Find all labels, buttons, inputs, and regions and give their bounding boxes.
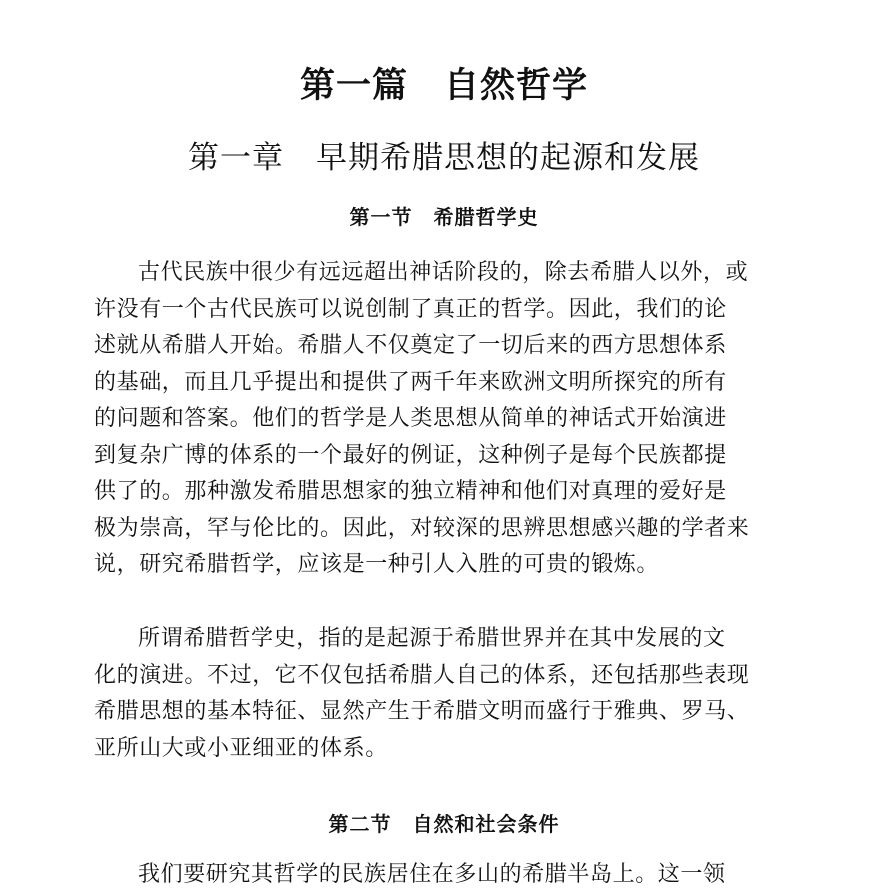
paragraph-line: 极为崇高，罕与伦比的。因此，对较深的思辨思想感兴趣的学者来 (94, 515, 750, 541)
paragraph-line: 所谓希腊哲学史，指的是起源于希腊世界并在其中发展的文 (138, 626, 726, 651)
paragraph-line: 供了的。那种激发希腊思想家的独立精神和他们对真理的爱好是 (94, 479, 727, 504)
paragraph-line: 希腊思想的基本特征、显然产生于希腊文明而盛行于雅典、罗马、 (94, 699, 750, 724)
paragraph-line: 说，研究希腊哲学，应该是一种引人入胜的可贵的锻炼。 (94, 552, 660, 577)
paragraph-line: 亚所山大或小亚细亚的体系。 (94, 735, 388, 761)
paragraph-line: 述就从希腊人开始。希腊人不仅奠定了一切后来的西方思想体系 (94, 333, 727, 358)
paragraph-line: 到复杂广博的体系的一个最好的例证，这种例子是每个民族都提 (94, 442, 727, 468)
paragraph-2 (94, 621, 794, 767)
paragraph-line: 化的演进。不过，它不仅包括希腊人自己的体系，还包括那些表现 (94, 662, 750, 688)
paragraph-line: 许没有一个古代民族可以说创制了真正的哲学。因此，我们的论 (94, 296, 727, 322)
section-title-2: 第二节 自然和社会条件 (328, 812, 560, 836)
paragraph-line: 我们要研究其哲学的民族居住在多山的希腊半岛上。这一领 (138, 862, 726, 887)
chapter-title: 第一章 早期希腊思想的起源和发展 (188, 140, 700, 176)
part-title: 第一篇 自然哲学 (299, 65, 588, 106)
paragraph-1 (94, 255, 794, 584)
paragraph-line: 的基础，而且几乎提出和提供了两千年来欧洲文明所探究的所有 (94, 369, 727, 395)
paragraph-line: 的问题和答案。他们的哲学是人类思想从简单的神话式开始演进 (94, 406, 727, 431)
paragraph-3 (94, 857, 794, 894)
section-title-1: 第一节 希腊哲学史 (349, 205, 539, 229)
paragraph-line: 古代民族中很少有远远超出神话阶段的，除去希腊人以外，或 (138, 260, 749, 285)
